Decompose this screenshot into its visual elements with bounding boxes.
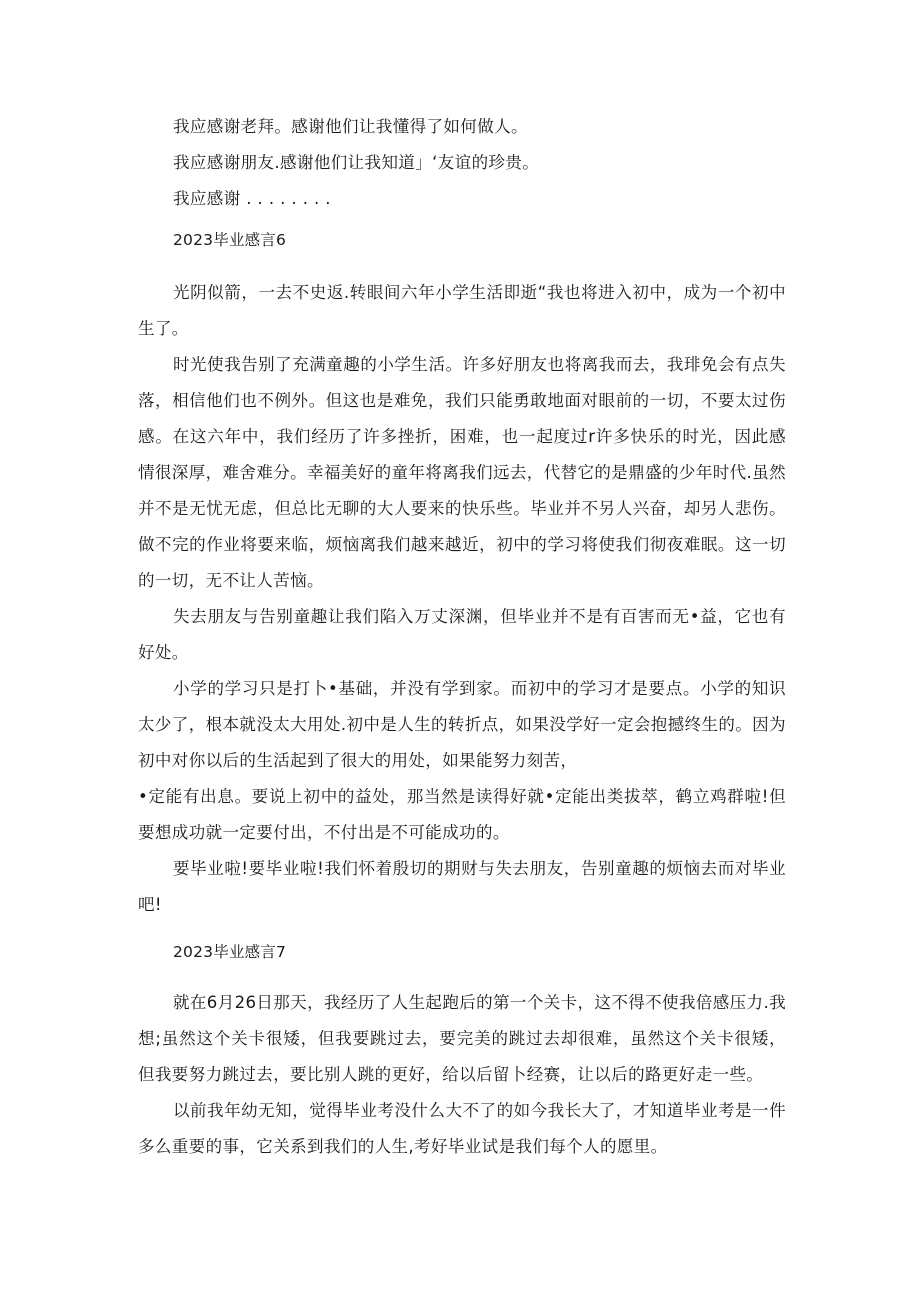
section-6-heading: 2023毕业感言6 xyxy=(173,231,287,249)
section-6-paragraph-3: 失去朋友与告别童趣让我们陷入万丈深渊，但毕业并不是有百害而无•益，它也有好处。 xyxy=(138,607,786,662)
section-7-paragraph-1: 就在6月26日那天，我经历了人生起跑后的第一个关卡，这不得不使我倍感压力.我想;虽然这个关卡很矮，但我要跳过去，要完美的跳过去却很难，虽然这个关卡很矮，但我要努力跳过去，要比别人跳的更好，给以后留卜经赛，让以后的路更好走一些。 xyxy=(138,993,786,1084)
section-6-paragraph-5: •定能有出息。要说上初中的益处，那当然是读得好就•定能出类拔萃，鹤立鸡群啦!但要想成功就一定要付出，不付出是不可能成功的。 xyxy=(138,787,786,842)
section-7-heading: 2023毕业感言7 xyxy=(173,943,287,961)
section-7-paragraph-2: 以前我年幼无知，觉得毕业考没什么大不了的如今我长大了，才知道毕业考是一件多么重要的事，它关系到我们的人生,考好毕业试是我们每个人的愿里。 xyxy=(138,1101,786,1156)
section-6-paragraph-6: 要毕业啦!要毕业啦!我们怀着殷切的期财与失去朋友，告别童趣的烦恼去而对毕业吧! xyxy=(138,859,786,914)
section-6-paragraph-1: 光阴似箭，一去不史返.转眼间六年小学生活即逝“我也将进入初中，成为一个初中生了。 xyxy=(138,283,786,338)
intro-line-thank-friends: 我应感谢朋友.感谢他们让我知道」‘友谊的珍贵。 xyxy=(173,153,540,172)
section-6-paragraph-2: 时光使我告别了充满童趣的小学生活。许多好朋友也将离我而去，我琲免会有点失落，相信他们也不例外。但这也是难免，我们只能勇敢地面对眼前的一切，不要太过伤感。在这六年中，我们经历了许多挫折，困难，也一起度过r许多快乐的时光，因此感情很深厚，难舍难分。幸福美好的童年将离我们远去，代替它的是鼎盛的少年时代.虽然并不是无忧无虑，但总比无聊的大人要来的快乐些。毕业并不另人兴奋，却另人悲伤。做不完的作业将要来临，烦恼离我们越来越近，初中的学习将使我们彻夜难眠。这一切的一切，无不让人苦恼。 xyxy=(138,355,786,590)
intro-line-thank-teachers: 我应感谢老拜。感谢他们让我懂得了如何做人。 xyxy=(173,117,528,136)
intro-line-thank-ellipsis: 我应感谢 . . . . . . . . xyxy=(173,189,331,208)
section-6-paragraph-4: 小学的学习只是打卜•基础，并没有学到家。而初中的学习才是要点。小学的知识太少了，根本就没太大用处.初中是人生的转折点，如果没学好一定会抱撼终生的。因为初中对你以后的生活起到了很大的用处，如果能努力刻苦， xyxy=(138,679,786,770)
